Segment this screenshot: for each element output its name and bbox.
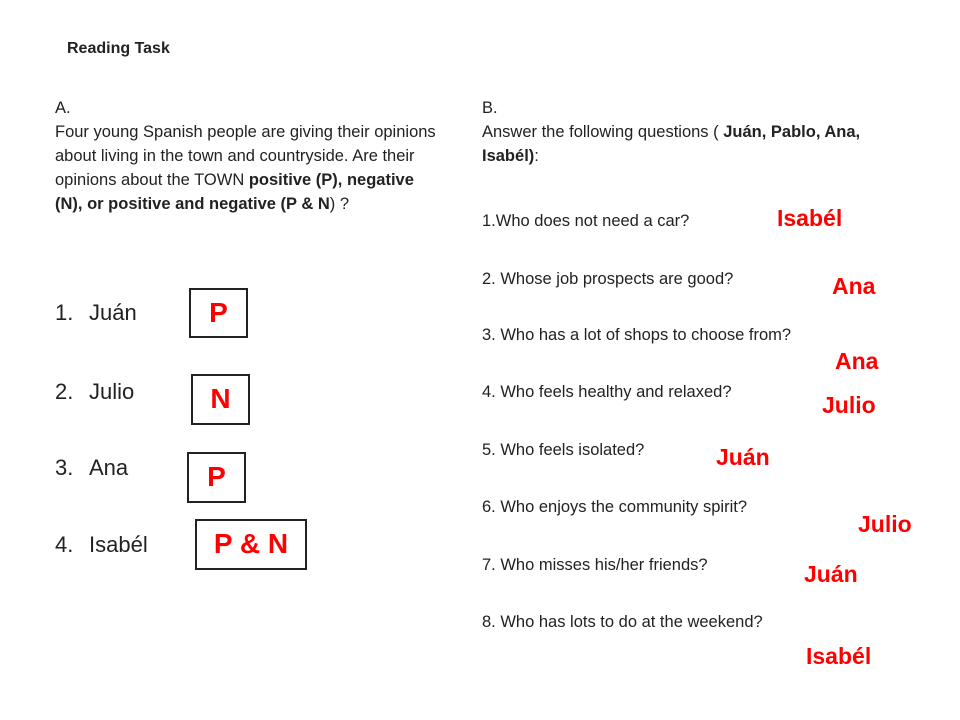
section-b-instructions (482, 96, 902, 168)
intro-text-end: : (534, 147, 539, 165)
section-b-intro (482, 120, 902, 168)
answer-6: Julio (858, 511, 912, 537)
intro-bold-text: positive (P), negative (N), or positive and negative (P & N (55, 171, 414, 213)
answer-box-2: N (191, 374, 250, 425)
person-item-1: 1. Juán (55, 300, 137, 325)
section-a-intro (55, 120, 445, 216)
intro-text: Four young Spanish people are giving their opinions about living in the town and countryside. Are their opinions about the TOWN (55, 123, 436, 189)
question-2: 2. Whose job prospects are good? (482, 270, 734, 288)
person-item-2: 2. Julio (55, 379, 135, 404)
person-name: Julio (89, 379, 135, 404)
question-5: 5. Who feels isolated? (482, 441, 645, 459)
answer-8: Isabél (806, 643, 872, 669)
question-6: 6. Who enjoys the community spirit? (482, 498, 748, 516)
answer-3: Ana (835, 348, 879, 374)
person-item-3: 3. Ana (55, 455, 129, 480)
question-7: 7. Who misses his/her friends? (482, 556, 708, 574)
answer-4: Julio (822, 392, 876, 418)
person-name: Ana (89, 455, 129, 480)
answer-1: Isabél (777, 205, 843, 231)
person-name: Isabél (89, 532, 148, 557)
intro-text: Answer the following questions ( (482, 123, 724, 141)
section-a-instructions (55, 96, 445, 216)
intro-text-end: ) ? (329, 195, 350, 213)
question-3: 3. Who has a lot of shops to choose from? (482, 326, 792, 344)
answer-5: Juán (716, 444, 770, 470)
section-b-heading: B. (482, 99, 498, 117)
question-8: 8. Who has lots to do at the weekend? (482, 613, 763, 631)
answer-box-4: P & N (195, 519, 307, 570)
person-item-4: 4. Isabél (55, 532, 148, 557)
section-a-heading: A. (55, 99, 71, 117)
person-name: Juán (89, 300, 137, 325)
answer-box-1: P (189, 288, 248, 338)
answer-7: Juán (804, 561, 858, 587)
answer-2: Ana (832, 273, 876, 299)
question-1: 1.Who does not need a car? (482, 212, 690, 230)
page-title: Reading Task (67, 40, 170, 57)
intro-bold-text: Juán, Pablo, Ana, Isabél) (482, 123, 861, 165)
question-4: 4. Who feels healthy and relaxed? (482, 383, 732, 401)
answer-box-3: P (187, 452, 246, 503)
